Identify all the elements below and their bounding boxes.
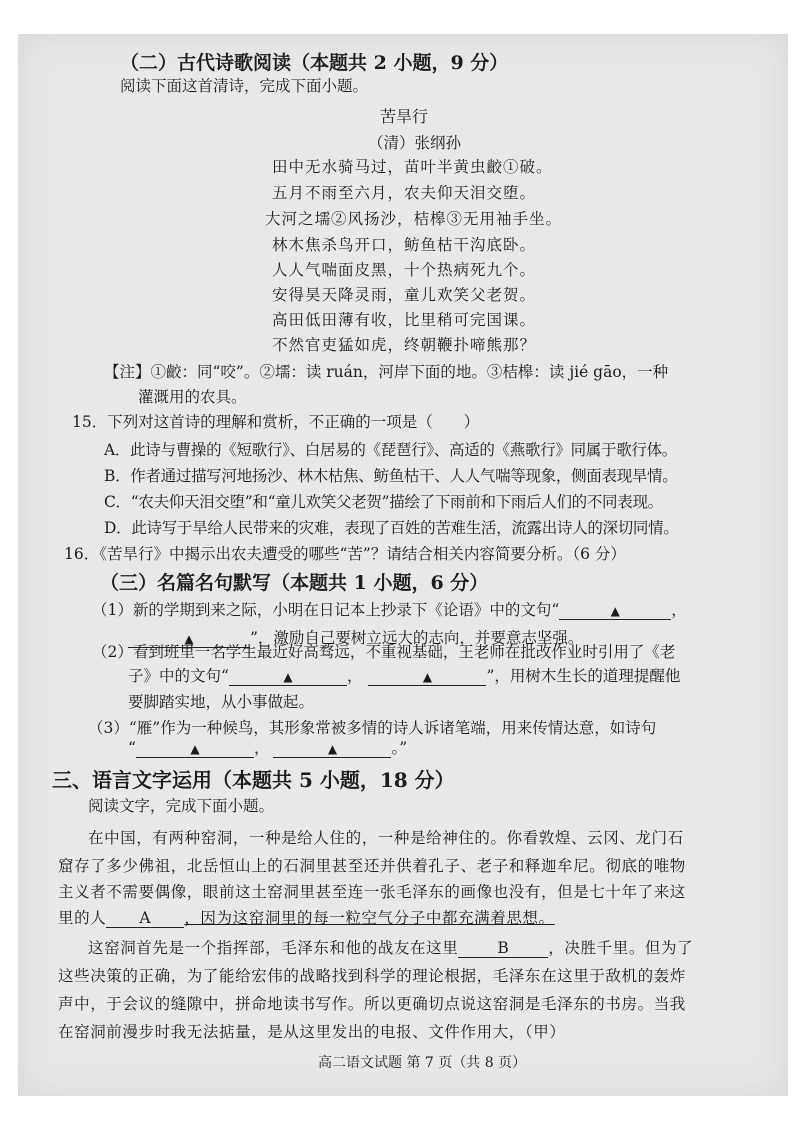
underlined-sentence: ，因为这窑洞里的每一粒空气分子中都充满着思想。 — [184, 909, 555, 927]
fill-item-2-cont: 子》中的文句“ ▲ ， ▲ ”，用树木生长的道理提醒他 — [128, 667, 681, 685]
triangle-marker-icon: ▲ — [327, 742, 338, 756]
section-intro: 阅读下面这首清诗，完成下面小题。 — [120, 77, 369, 95]
triangle-marker-icon: ▲ — [610, 604, 620, 618]
page-footer: 高二语文试题 第 7 页（共 8 页） — [318, 1055, 527, 1071]
section-heading: （三）名篇名句默写（本题共 1 小题，6 分） — [100, 572, 489, 594]
poem-line: 林木焦杀鸟开口，鲂鱼枯干沟底卧。 — [272, 236, 537, 254]
poem-notes: 【注】①齩：同“咬”。②壖：读 ruán，河岸下面的地。③桔槔：读 jié gāo，一种 — [104, 363, 669, 381]
fill-item-1-text: （1）新的学期到来之际，小明在日记本上抄录下《论语》中的文句“ — [92, 601, 560, 619]
option-b: B．作者通过描写河地扬沙、林木枯焦、鲂鱼枯干、人人气喘等现象，侧面表现旱情。 — [104, 467, 678, 485]
option-c: C．“农夫仰天泪交堕”和“童儿欢笑父老贺”描绘了下雨前和下雨后人们的不同表现。 — [104, 493, 663, 511]
poem-line: 不然官吏猛如虎，终朝鞭扑啼熊那？ — [272, 336, 537, 354]
passage-line: 窟存了多少佛祖，北岳恒山上的石洞里甚至还并供着孔子、老子和释迦牟尼。彻底的唯物 — [58, 857, 686, 875]
poem-line: 田中无水骑马过，苗叶半黄虫齩①破。 — [272, 158, 553, 176]
answer-blank[interactable] — [559, 601, 671, 620]
passage-blank-b[interactable]: B — [458, 939, 548, 958]
question-15-stem: 15．下列对这首诗的理解和赏析，不正确的一项是（ ） — [72, 413, 480, 431]
triangle-marker-icon: ▲ — [184, 632, 194, 646]
triangle-marker-icon: ▲ — [283, 670, 293, 684]
part-heading: 三、语言文字运用（本题共 5 小题，18 分） — [52, 768, 455, 792]
fill-item-3-cont: “ ▲ ， ▲ 。” — [128, 739, 408, 757]
option-d: D．此诗写于旱给人民带来的灾难，表现了百姓的苦难生活，流露出诗人的深切同情。 — [104, 519, 679, 537]
passage-line: 这窑洞首先是一个指挥部，毛泽东和他的战友在这里 B ，决胜千里。但为了 — [88, 939, 694, 957]
poem-line: 高田低田薄有收，比里稍可完国课。 — [272, 311, 537, 329]
poem-author: （清）张纲孙 — [368, 134, 462, 152]
question-16: 16．《苦旱行》中揭示出农夫遭受的哪些“苦”？请结合相关内容简要分析。（6 分） — [64, 545, 626, 563]
answer-blank[interactable] — [229, 667, 347, 686]
fill-item-2-end: 要脚踏实地，从小事做起。 — [128, 693, 315, 711]
option-a: A．此诗与曹操的《短歌行》、白居易的《琵琶行》、高适的《燕歌行》同属于歌行体。 — [104, 441, 677, 459]
fill-item-1-cont: ▲ ”，激励自己要树立远大的志向，并要意志坚强。 — [128, 626, 583, 648]
poem-line: 安得昊天降灵雨，童儿欢笑父老贺。 — [272, 286, 537, 304]
answer-blank[interactable] — [136, 739, 254, 758]
triangle-marker-icon: ▲ — [190, 742, 200, 756]
passage-line: 里的人 A ，因为这窑洞里的每一粒空气分子中都充满着思想。 — [58, 909, 555, 927]
section-heading: （二）古代诗歌阅读（本题共 2 小题，9 分） — [120, 52, 509, 74]
passage-blank-a[interactable]: A — [106, 909, 184, 928]
fill-item-3: （3）“雁”作为一种候鸟，其形象常被多情的诗人诉诸笔端，用来传情达意，如诗句 — [88, 719, 657, 737]
poem-line: 人人气喘面皮黑，十个热病死九个。 — [272, 261, 537, 279]
poem-notes-cont: 灌溉用的农具。 — [138, 388, 247, 406]
answer-blank[interactable] — [368, 667, 486, 686]
passage-line: 在窑洞前漫步时我无法掂量，是从这里发出的电报、文件作用大，（甲） — [58, 1023, 566, 1041]
poem-line: 五月不雨至六月，农夫仰天泪交堕。 — [272, 184, 537, 202]
fill-item-1: （1）新的学期到来之际，小明在日记本上抄录下《论语》中的文句“ ▲ ， — [92, 601, 687, 619]
poem-title: 苦旱行 — [380, 107, 429, 126]
poem-line: 大河之壖②风扬沙，桔槔③无用袖手坐。 — [265, 210, 563, 228]
passage-line: 在中国，有两种窑洞，一种是给人住的，一种是给神住的。你看敦煌、云冈、龙门石 — [88, 829, 684, 847]
passage-line: 主义者不需要偶像，眼前这土窑洞里甚至连一张毛泽东的画像也没有，但是七十年了来这 — [58, 883, 686, 901]
answer-blank[interactable] — [273, 739, 391, 758]
part-intro: 阅读文字，完成下面小题。 — [88, 797, 275, 815]
triangle-marker-icon: ▲ — [422, 670, 433, 684]
fill-item-2: （2）看到班里一名学生最近好高骛远，不重视基础，王老师在批改作业时引用了《老 — [92, 643, 676, 661]
passage-line: 这些决策的正确，为了能给宏伟的战略找到科学的理论根据，毛泽东在这里于敌机的轰炸 — [58, 967, 686, 985]
passage-line: 声中，于会议的缝隙中，拼命地读书写作。所以更确切点说这窑洞是毛泽东的书房。当我 — [58, 995, 686, 1013]
